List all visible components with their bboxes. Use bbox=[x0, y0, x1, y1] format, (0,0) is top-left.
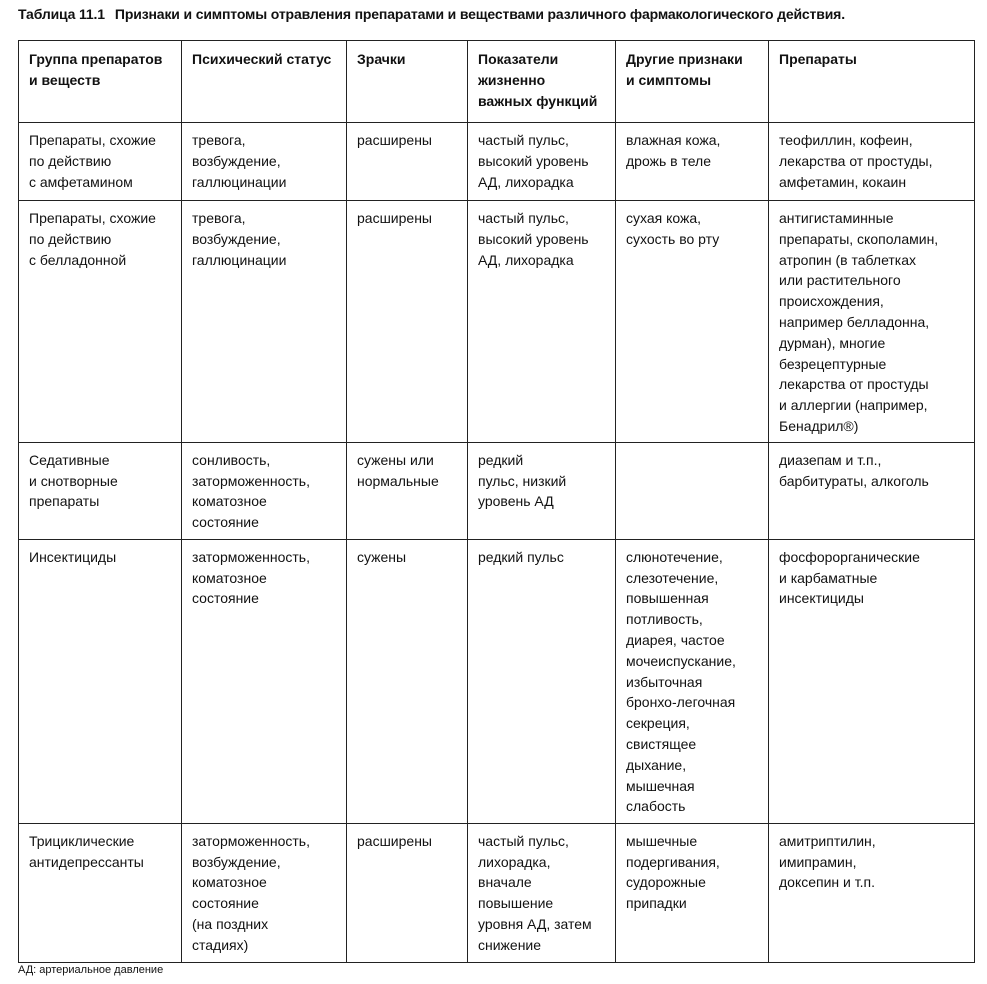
cell-mental-status: тревога, возбуждение, галлюцинации bbox=[182, 123, 347, 201]
cell-mental-status: тревога, возбуждение, галлюцинации bbox=[182, 201, 347, 443]
cell-group: Инсектициды bbox=[19, 539, 182, 823]
cell-mental-status: заторможенность, возбуждение, коматозное состояние (на поздних стадиях) bbox=[182, 823, 347, 962]
table-row bbox=[19, 442, 975, 539]
cell-other-signs: слюнотечение, слезотечение, повышенная потливость, диарея, частое мочеиспускание, избыточная бронхо-легочная секреция, свистящее дыхание, мышечная слабость bbox=[616, 539, 769, 823]
table-title: Признаки и симптомы отравления препаратами и веществами различного фармакологического действия. bbox=[114, 6, 845, 22]
cell-vital-signs: частый пульс, высокий уровень АД, лихорадка bbox=[468, 201, 616, 443]
cell-vital-signs: редкий пульс bbox=[468, 539, 616, 823]
header-mental-status: Психический статус bbox=[182, 41, 347, 123]
cell-pupils: расширены bbox=[347, 823, 468, 962]
header-drugs: Препараты bbox=[769, 41, 975, 123]
cell-pupils: сужены или нормальные bbox=[347, 442, 468, 539]
table-caption bbox=[18, 6, 983, 22]
cell-mental-status: заторможенность, коматозное состояние bbox=[182, 539, 347, 823]
header-pupils: Зрачки bbox=[347, 41, 468, 123]
table-row bbox=[19, 823, 975, 962]
cell-pupils: сужены bbox=[347, 539, 468, 823]
cell-other-signs: сухая кожа, сухость во рту bbox=[616, 201, 769, 443]
footnote: АД: артериальное давление bbox=[18, 964, 164, 976]
cell-other-signs: влажная кожа, дрожь в теле bbox=[616, 123, 769, 201]
header-group: Группа препаратов и веществ bbox=[19, 41, 182, 123]
cell-mental-status: сонливость, заторможенность, коматозное состояние bbox=[182, 442, 347, 539]
header-row bbox=[19, 41, 975, 123]
table-number: Таблица 11.1 bbox=[18, 6, 105, 22]
table-row bbox=[19, 539, 975, 823]
header-vital-signs: Показатели жизненно важных функций bbox=[468, 41, 616, 123]
cell-vital-signs: частый пульс, высокий уровень АД, лихорадка bbox=[468, 123, 616, 201]
cell-other-signs: мышечные подергивания, судорожные припадки bbox=[616, 823, 769, 962]
cell-group: Препараты, схожие по действию с амфетамином bbox=[19, 123, 182, 201]
cell-drugs: амитриптилин, имипрамин, доксепин и т.п. bbox=[769, 823, 975, 962]
table-row bbox=[19, 123, 975, 201]
cell-drugs: фосфорорганические и карбаматные инсектициды bbox=[769, 539, 975, 823]
cell-group: Трициклические антидепрессанты bbox=[19, 823, 182, 962]
cell-vital-signs: редкий пульс, низкий уровень АД bbox=[468, 442, 616, 539]
cell-drugs: теофиллин, кофеин, лекарства от простуды, амфетамин, кокаин bbox=[769, 123, 975, 201]
cell-group: Препараты, схожие по действию с белладонной bbox=[19, 201, 182, 443]
cell-vital-signs: частый пульс, лихорадка, вначале повышение уровня АД, затем снижение bbox=[468, 823, 616, 962]
cell-group: Седативные и снотворные препараты bbox=[19, 442, 182, 539]
cell-pupils: расширены bbox=[347, 201, 468, 443]
table-row bbox=[19, 201, 975, 443]
cell-other-signs bbox=[616, 442, 769, 539]
cell-drugs: диазепам и т.п., барбитураты, алкоголь bbox=[769, 442, 975, 539]
header-other-signs: Другие признаки и симптомы bbox=[616, 41, 769, 123]
cell-pupils: расширены bbox=[347, 123, 468, 201]
cell-drugs: антигистаминные препараты, скополамин, атропин (в таблетках или растительного происхождения, например белладонна, дурман), многие безрецептурные лекарства от простуды и аллергии (например, Бенадрил®) bbox=[769, 201, 975, 443]
poisoning-symptoms-table bbox=[18, 40, 975, 963]
